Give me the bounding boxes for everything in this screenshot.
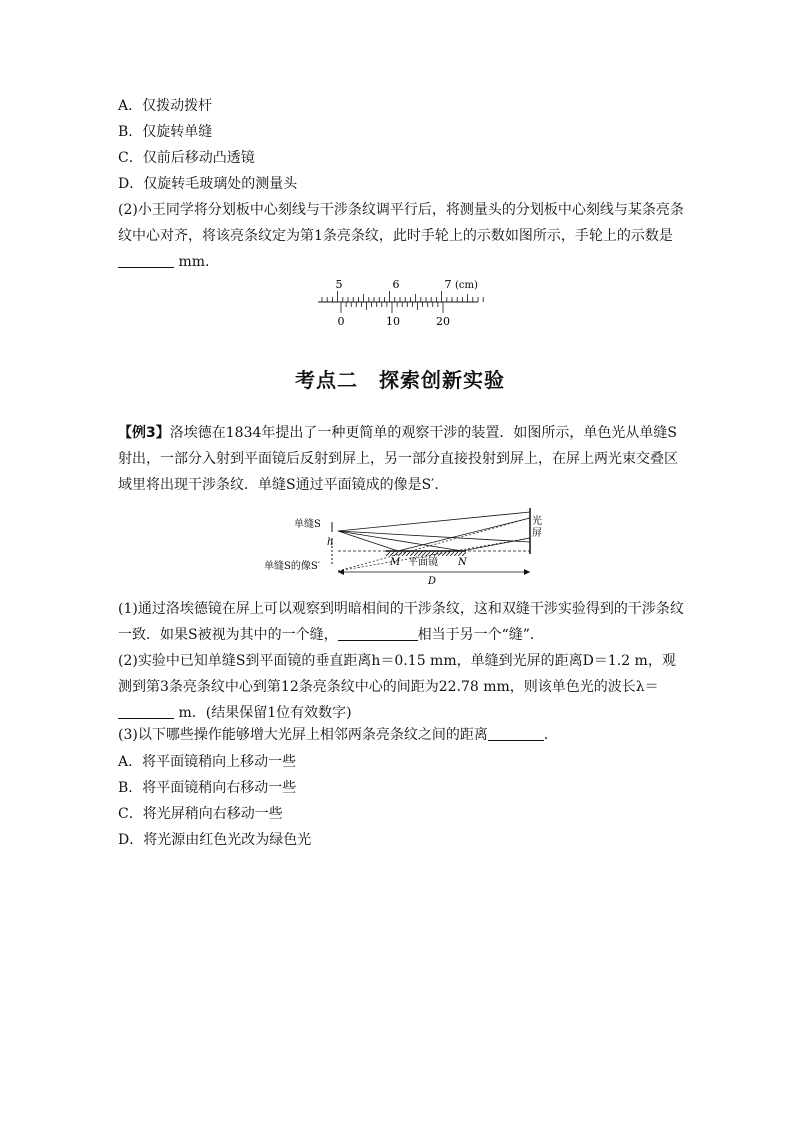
q3-option-a: A．将平面镜稍向上移动一些 bbox=[118, 754, 297, 770]
vernier-scale-ticks bbox=[341, 302, 443, 313]
vernier-label-20: 20 bbox=[436, 315, 450, 328]
vernier-caliper-figure bbox=[310, 272, 490, 332]
vernier-label-0: 0 bbox=[337, 315, 345, 328]
question-2-vernier bbox=[118, 197, 686, 275]
screen-label-1: 光 bbox=[532, 516, 542, 527]
example-3-text: 洛埃德在1834年提出了一种更简单的观察干涉的装置．如图所示，单色光从单缝S射出，一部分入射到平面镜后反射到屏上，另一部分直接投射到屏上，在屏上两光束交叠区域里将出现干涉条纹．单缝S通过平面镜成的像是S′． bbox=[118, 425, 678, 493]
question-1-text: (1)通过洛埃德镜在屏上可以观察到明暗相间的干涉条纹，这和双缝干涉实验得到的干涉条纹一致．如果S被视为其中的一个缝， bbox=[118, 601, 684, 643]
lloyd-mirror-diagram bbox=[258, 508, 558, 588]
question-2-unit: mm. bbox=[178, 254, 210, 270]
answer-blank-slit bbox=[338, 625, 418, 641]
n-label: N bbox=[458, 557, 467, 568]
option-b: B．仅旋转单缝 bbox=[118, 124, 213, 140]
unit-label: (cm) bbox=[455, 280, 478, 291]
question-2-text-wave: (2)实验中已知单缝S到平面镜的垂直距离h＝0.15 mm，单缝到光屏的距离D＝1.2 m，观测到第3条亮条纹中心到第12条亮条纹中心的间距为22.78 mm，则该单色光的波长λ＝ bbox=[118, 653, 676, 695]
question-3-end: ． bbox=[543, 727, 558, 743]
section-title: 考点二 探索创新实验 bbox=[295, 368, 505, 392]
answer-blank-reading bbox=[118, 252, 174, 268]
m-label: M bbox=[390, 557, 401, 568]
image-label: 单缝S的像S′ bbox=[264, 561, 320, 572]
d-arrow-left bbox=[338, 569, 344, 575]
q3-option-b: B．将平面镜稍向右移动一些 bbox=[118, 780, 297, 796]
option-c: C．仅前后移动凸透镜 bbox=[118, 150, 255, 166]
incident-ray-n bbox=[338, 531, 462, 551]
mirror-label: 平面镜 bbox=[408, 557, 438, 568]
q3-option-c: C．将光屏稍向右移动一些 bbox=[118, 806, 283, 822]
d-arrow-right bbox=[524, 569, 530, 575]
option-d: D．仅旋转毛玻璃处的测量头 bbox=[118, 176, 298, 192]
question-1 bbox=[118, 596, 686, 648]
question-2-end: m．(结果保留1位有效数字) bbox=[178, 705, 352, 721]
main-scale-label-6: 6 bbox=[392, 278, 400, 291]
d-label: D bbox=[428, 576, 437, 587]
answer-blank-options bbox=[488, 725, 544, 741]
answer-blank-wavelength bbox=[118, 703, 174, 719]
option-a: A．仅拨动拨杆 bbox=[118, 98, 213, 114]
question-3 bbox=[118, 722, 686, 748]
question-2-text: (2)小王同学将分划板中心刻线与干涉条纹调平行后，将测量头的分划板中心刻线与某条亮条纹中心对齐，将该亮条纹定为第1条亮条纹，此时手轮上的示数如图所示，手轮上的示数是 bbox=[118, 202, 684, 244]
main-scale-label-7: 7 bbox=[444, 278, 452, 291]
main-scale-ticks bbox=[322, 291, 483, 302]
example-3-intro bbox=[118, 420, 686, 498]
direct-ray-upper bbox=[338, 512, 530, 531]
question-1-end: 相当于另一个“缝”． bbox=[417, 627, 544, 643]
q3-option-d: D．将光源由红色光改为绿色光 bbox=[118, 832, 312, 848]
example-tag: 【例3】 bbox=[118, 425, 170, 441]
screen-label-2: 屏 bbox=[532, 528, 542, 539]
question-2 bbox=[118, 648, 686, 726]
main-scale-label-5: 5 bbox=[335, 278, 343, 291]
h-label: h bbox=[327, 537, 334, 548]
vernier-label-10: 10 bbox=[386, 315, 400, 328]
slit-label: 单缝S bbox=[294, 519, 321, 530]
question-3-text: (3)以下哪些操作能够增大光屏上相邻两条亮条纹之间的距离 bbox=[118, 727, 488, 743]
